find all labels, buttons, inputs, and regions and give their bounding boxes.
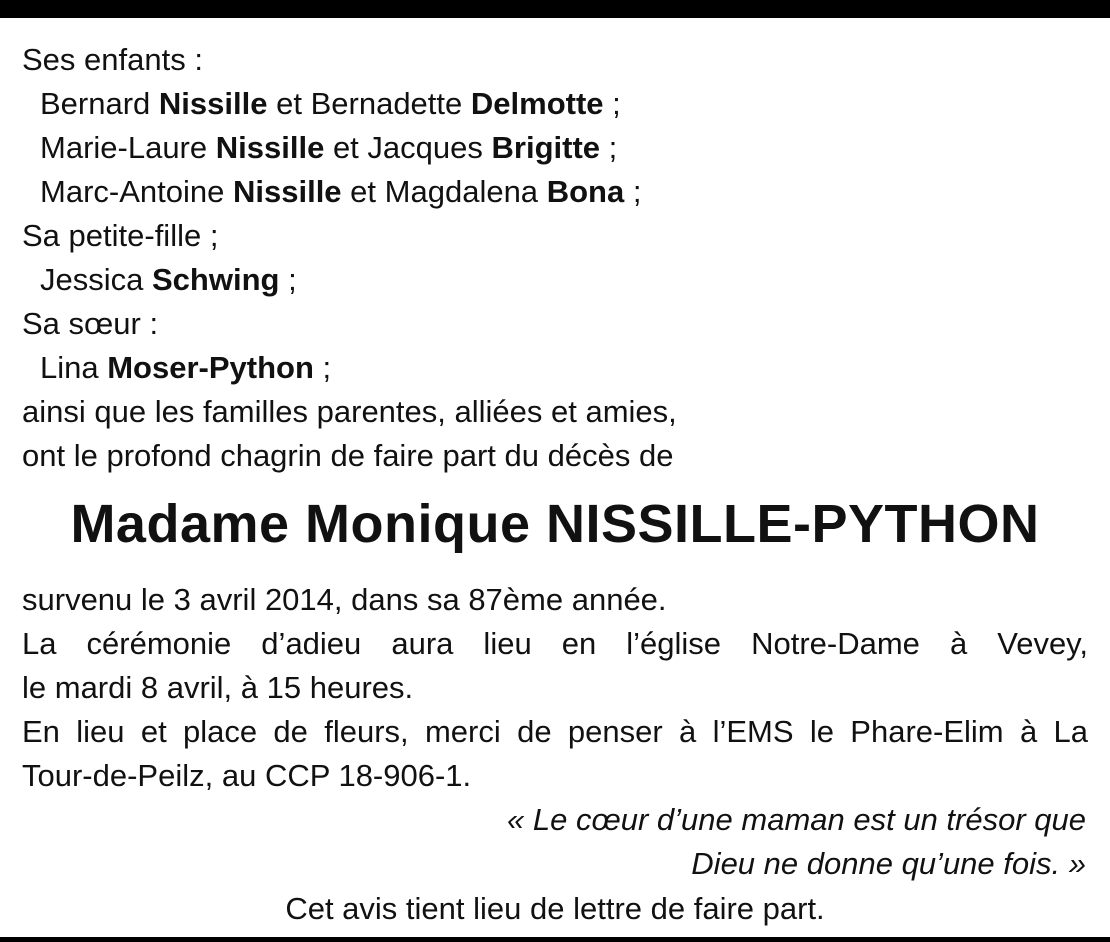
first-name: Marie-Laure (40, 130, 208, 165)
first-name: Jessica (40, 262, 144, 297)
line-end-punctuation: ; (632, 174, 642, 209)
flowers-line: En lieu et place de fleurs, merci de penser à l’EMS le Phare-Elim à La (22, 714, 1088, 749)
surname: Nissille (232, 174, 342, 209)
partner-first-name: Magdalena (384, 174, 539, 209)
line-end-punctuation: ; (288, 262, 297, 297)
sister-heading: Sa sœur : (22, 306, 159, 341)
quote-line-continued: Dieu ne donne qu’une fois. » (691, 846, 1086, 881)
partner-surname: Bona (546, 174, 625, 209)
deceased-name: Madame Monique NISSILLE-PYTHON (70, 494, 1040, 554)
partner-first-name: Jacques (367, 130, 483, 165)
footer-note: Cet avis tient lieu de lettre de faire part. (285, 891, 825, 926)
child-line (22, 126, 1088, 170)
bottom-border-rule (0, 937, 1110, 942)
surname: Moser-Python (107, 350, 314, 385)
granddaughter-heading: Sa petite-fille ; (22, 218, 219, 253)
first-name: Bernard (40, 86, 151, 121)
first-name: Lina (40, 350, 99, 385)
surname: Nissille (215, 130, 325, 165)
surname: Nissille (158, 86, 268, 121)
children-heading: Ses enfants : (22, 42, 203, 77)
top-border-rule (0, 0, 1110, 18)
partner-surname: Brigitte (491, 130, 601, 165)
line-end-punctuation: ; (322, 350, 332, 385)
partner-first-name: Bernadette (310, 86, 463, 121)
families-line: ainsi que les familles parentes, alliées et amies, (22, 394, 677, 429)
child-line (22, 170, 1088, 214)
date-line: survenu le 3 avril 2014, dans sa 87ème année. (22, 582, 667, 617)
conjunction: et (276, 86, 302, 121)
ceremony-line-continued: le mardi 8 avril, à 15 heures. (22, 670, 414, 705)
surname: Schwing (152, 262, 280, 297)
line-end-punctuation: ; (608, 130, 618, 165)
flowers-line-continued: Tour-de-Peilz, au CCP 18-906-1. (22, 758, 472, 793)
line-end-punctuation: ; (612, 86, 621, 121)
first-name: Marc-Antoine (40, 174, 225, 209)
sister-line (22, 346, 1088, 390)
granddaughter-line (22, 258, 1088, 302)
conjunction: et (350, 174, 377, 209)
conjunction: et (332, 130, 359, 165)
child-line (22, 82, 1088, 126)
partner-surname: Delmotte (470, 86, 604, 121)
ceremony-line: La cérémonie d’adieu aura lieu en l’église Notre-Dame à Vevey, (22, 626, 1088, 661)
announcement-line: ont le profond chagrin de faire part du décès de (22, 438, 674, 473)
quote-line: « Le cœur d’une maman est un trésor que (507, 802, 1086, 837)
notice-body (22, 38, 1088, 886)
